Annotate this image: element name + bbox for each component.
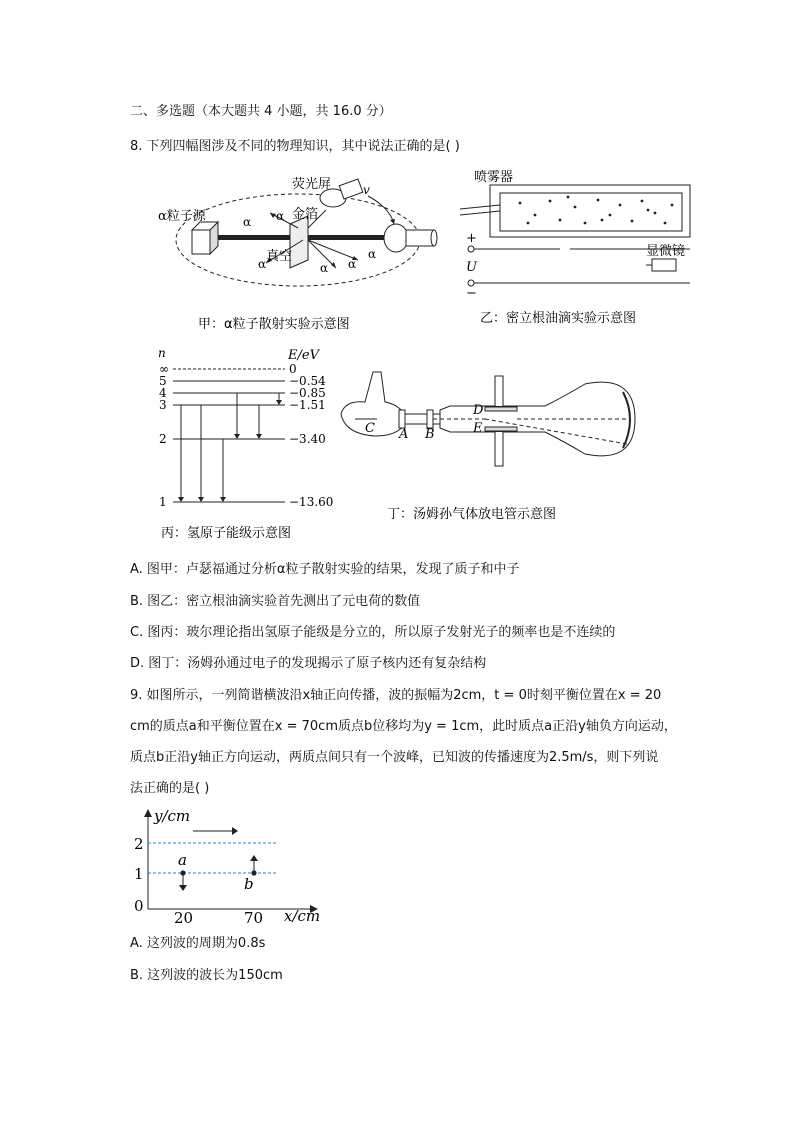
- label-source: α粒子源: [158, 209, 206, 224]
- level-n-inf: ∞: [159, 362, 169, 376]
- level-E-2: −3.40: [289, 432, 326, 446]
- q8-option-b: B. 图乙：密立根油滴实验首先测出了元电荷的数值: [130, 594, 421, 609]
- question-9-line-2: cm的质点a和平衡位置在x = 70cm质点b位移均为y = 1cm，此时质点a正沿y轴负方向运动，: [130, 719, 677, 734]
- level-E-4: −0.85: [289, 386, 326, 400]
- caption-jia: 甲：α粒子散射实验示意图: [198, 317, 350, 332]
- level-n-4: 4: [159, 386, 167, 400]
- label-U: U: [466, 260, 477, 275]
- label-alpha-4: α: [320, 261, 329, 275]
- level-E-1: −13.60: [289, 495, 334, 509]
- y-axis-label: y/cm: [154, 807, 191, 825]
- figure-energy-levels: [155, 345, 365, 545]
- level-n-2: 2: [159, 432, 167, 446]
- label-alpha-6: α: [368, 247, 377, 261]
- level-E-inf: 0: [289, 362, 297, 376]
- q8-option-c: C. 图丙：玻尔理论指出氢原子能级是分立的，所以原子发射光子的频率也是不连续的: [130, 625, 616, 640]
- x-tick-70: 70: [244, 909, 264, 927]
- label-v: v: [363, 183, 370, 197]
- label-microscope: 显微镜: [646, 244, 686, 259]
- label-minus: −: [466, 286, 477, 301]
- q8-option-a: A. 图甲：卢瑟福通过分析α粒子散射实验的结果，发现了质子和中子: [130, 562, 520, 577]
- level-n-5: 5: [159, 374, 167, 388]
- header-n: n: [158, 346, 166, 360]
- figure-thomson-tube: [335, 362, 645, 532]
- caption-ding: 丁：汤姆孙气体放电管示意图: [387, 507, 557, 522]
- level-E-3: −1.51: [289, 398, 326, 412]
- point-a-label: a: [178, 851, 187, 869]
- label-foil: 金箔: [292, 207, 319, 222]
- y-tick-1: 1: [134, 865, 144, 883]
- label-C: C: [365, 421, 375, 436]
- level-n-1: 1: [159, 495, 167, 509]
- label-screen: 荧光屏: [292, 177, 332, 192]
- level-E-5: −0.54: [289, 374, 326, 388]
- label-alpha-3: α: [258, 257, 267, 271]
- question-9-line-4: 法正确的是( ): [130, 781, 210, 796]
- y-tick-2: 2: [134, 835, 144, 853]
- figure-wave-graph: [128, 805, 338, 930]
- q8-option-d: D. 图丁：汤姆孙通过电子的发现揭示了原子核内还有复杂结构: [130, 656, 487, 671]
- question-8-stem: 8. 下列四幅图涉及不同的物理知识，其中说法正确的是( ): [130, 139, 460, 154]
- figure-alpha-scattering: [158, 168, 448, 338]
- label-alpha-2: α: [276, 209, 285, 223]
- question-9-line-3: 质点b正沿y轴正方向运动，两质点间只有一个波峰，已知波的传播速度为2.5m/s，则下列说: [130, 750, 659, 765]
- y-tick-0: 0: [134, 897, 144, 915]
- caption-bing: 丙：氢原子能级示意图: [161, 526, 292, 541]
- label-sprayer: 喷雾器: [474, 170, 514, 185]
- point-b-label: b: [244, 875, 254, 893]
- level-n-3: 3: [159, 398, 167, 412]
- label-B: B: [425, 427, 435, 442]
- header-E: E/eV: [288, 348, 319, 363]
- x-tick-20: 20: [174, 909, 194, 927]
- q9-option-a: A. 这列波的周期为0.8s: [130, 936, 266, 951]
- x-axis-label: x/cm: [284, 907, 321, 925]
- label-plus: +: [466, 231, 477, 246]
- label-E: E: [473, 421, 483, 436]
- question-9-line-1: 9. 如图所示，一列简谐横波沿x轴正向传播，波的振幅为2cm，t = 0时刻平衡位置在x = 20: [130, 688, 662, 703]
- label-alpha-1: α: [243, 215, 252, 229]
- caption-yi: 乙：密立根油滴实验示意图: [480, 311, 637, 326]
- label-D: D: [473, 403, 484, 418]
- figure-millikan: [460, 165, 700, 335]
- label-alpha-5: α: [348, 257, 357, 271]
- label-vacuum: 真空: [266, 249, 293, 264]
- section-title: 二、多选题（本大题共 4 小题，共 16.0 分）: [130, 104, 392, 119]
- q9-option-b: B. 这列波的波长为150cm: [130, 968, 283, 983]
- label-A: A: [399, 427, 409, 442]
